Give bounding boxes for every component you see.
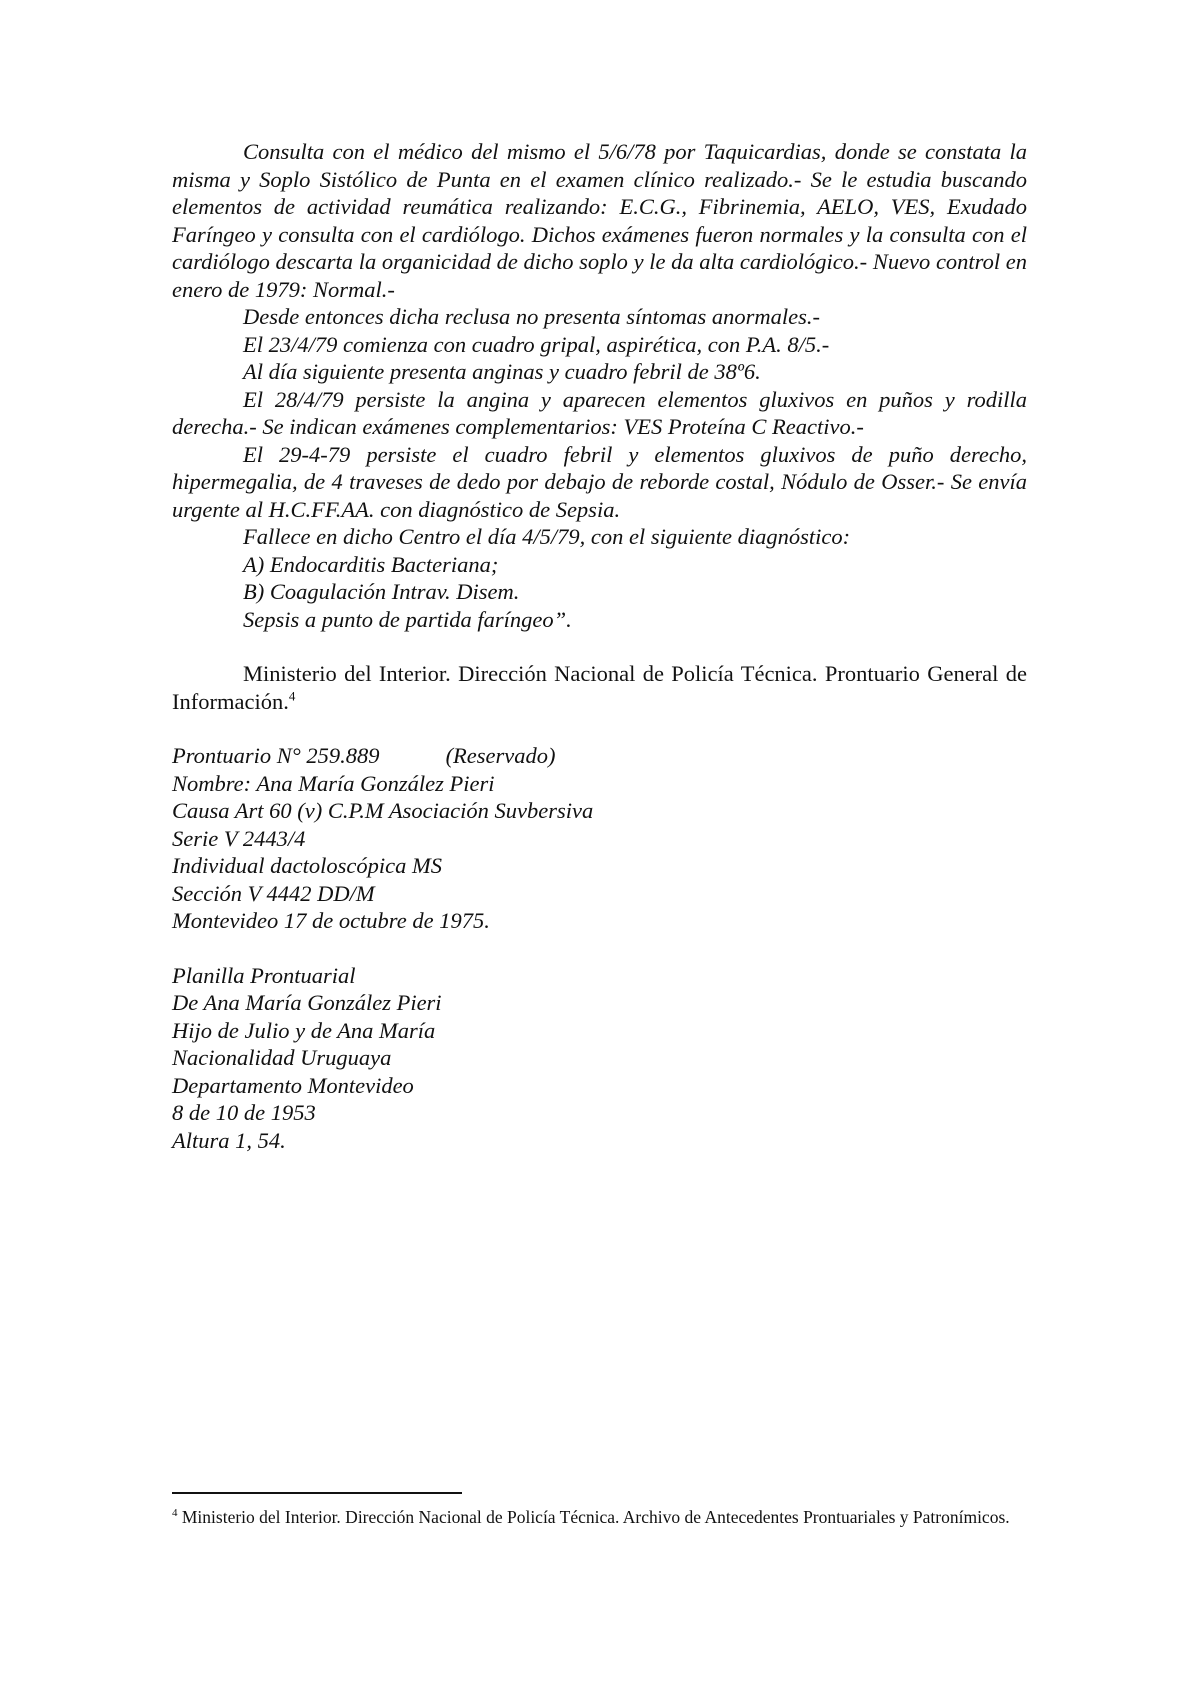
footnote-number: 4 [172, 1507, 178, 1520]
report-paragraph: Consulta con el médico del mismo el 5/6/78 por Taquicardias, donde se constata la misma y Soplo Sistólico de Punta en el examen clínico realizado.- Se le estudia buscando elementos de actividad reumática realizando: E.C.G., Fibrinemia, AELO, VES, Exudado Faríngeo y consulta con el cardiólogo. Dichos exámenes fueron normales y la consulta con el cardiólogo descarta la organicidad de dicho soplo y le da alta cardiológico.- Nuevo control en enero de 1979: Normal.- [172, 139, 1027, 302]
planilla-department: Departamento Montevideo [172, 1072, 414, 1098]
planilla-title: Planilla Prontuarial [172, 962, 356, 988]
planilla-nationality: Nacionalidad Uruguaya [172, 1045, 392, 1070]
footnote-text: Ministerio del Interior. Dirección Nacional de Policía Técnica. Archivo de Antecedentes Prontuariales y Patronímicos. [181, 1507, 1010, 1527]
record-number-line [172, 742, 1027, 770]
record-number: Prontuario N° 259.889 [172, 743, 380, 768]
planilla-of: De Ana María González Pieri [172, 990, 442, 1015]
record-status: (Reservado) [445, 743, 556, 768]
diagnosis-item: Sepsis a punto de partida faríngeo”. [243, 606, 572, 632]
report-paragraph: El 28/4/79 persiste la angina y aparecen elementos gluxivos en puños y rodilla derecha.- Se indican exámenes complementarios: VES Proteína C Reactivo.- [172, 386, 1027, 439]
planilla-birth: 8 de 10 de 1953 [172, 1100, 316, 1125]
planilla-parents: Hijo de Julio y de Ana María [172, 1017, 436, 1043]
source-heading [172, 660, 1027, 715]
report-line: El 23/4/79 comienza con cuadro gripal, aspirética, con P.A. 8/5.- [243, 331, 830, 357]
record-series: Serie V 2443/4 [172, 825, 306, 851]
planilla-block [172, 962, 1027, 1155]
record-section: Sección V 4442 DD/M [172, 880, 375, 906]
document-page [172, 138, 1027, 1154]
record-name: Nombre: Ana María González Pieri [172, 770, 495, 796]
medical-report [172, 138, 1027, 633]
report-line: Al día siguiente presenta anginas y cuadro febril de 38º6. [243, 359, 761, 384]
record-cause: Causa Art 60 (v) C.P.M Asociación Suvbersiva [172, 798, 594, 823]
record-individual: Individual dactoloscópica MS [172, 853, 442, 878]
record-block [172, 742, 1027, 935]
footnote-reference: 4 [288, 688, 296, 703]
footnote [172, 1506, 1027, 1528]
report-line: Fallece en dicho Centro el día 4/5/79, con el siguiente diagnóstico: [243, 524, 851, 549]
report-paragraph: El 29-4-79 persiste el cuadro febril y elementos gluxivos de puño derecho, hipermegalia, de 4 traveses de dedo por debajo de reborde costal, Nódulo de Osser.- Se envía urgente al H.C.FF.AA. con diagnóstico de Sepsia. [172, 441, 1027, 522]
diagnosis-item: A) Endocarditis Bacteriana; [243, 551, 499, 577]
record-place-date: Montevideo 17 de octubre de 1975. [172, 908, 490, 933]
diagnosis-item: B) Coagulación Intrav. Disem. [243, 579, 520, 604]
source-heading-text: Ministerio del Interior. Dirección Nacional de Policía Técnica. Prontuario General de Información. [172, 661, 1027, 714]
footnote-divider [172, 1492, 462, 1494]
planilla-height: Altura 1, 54. [172, 1127, 286, 1153]
report-line: Desde entonces dicha reclusa no presenta síntomas anormales.- [243, 304, 820, 329]
